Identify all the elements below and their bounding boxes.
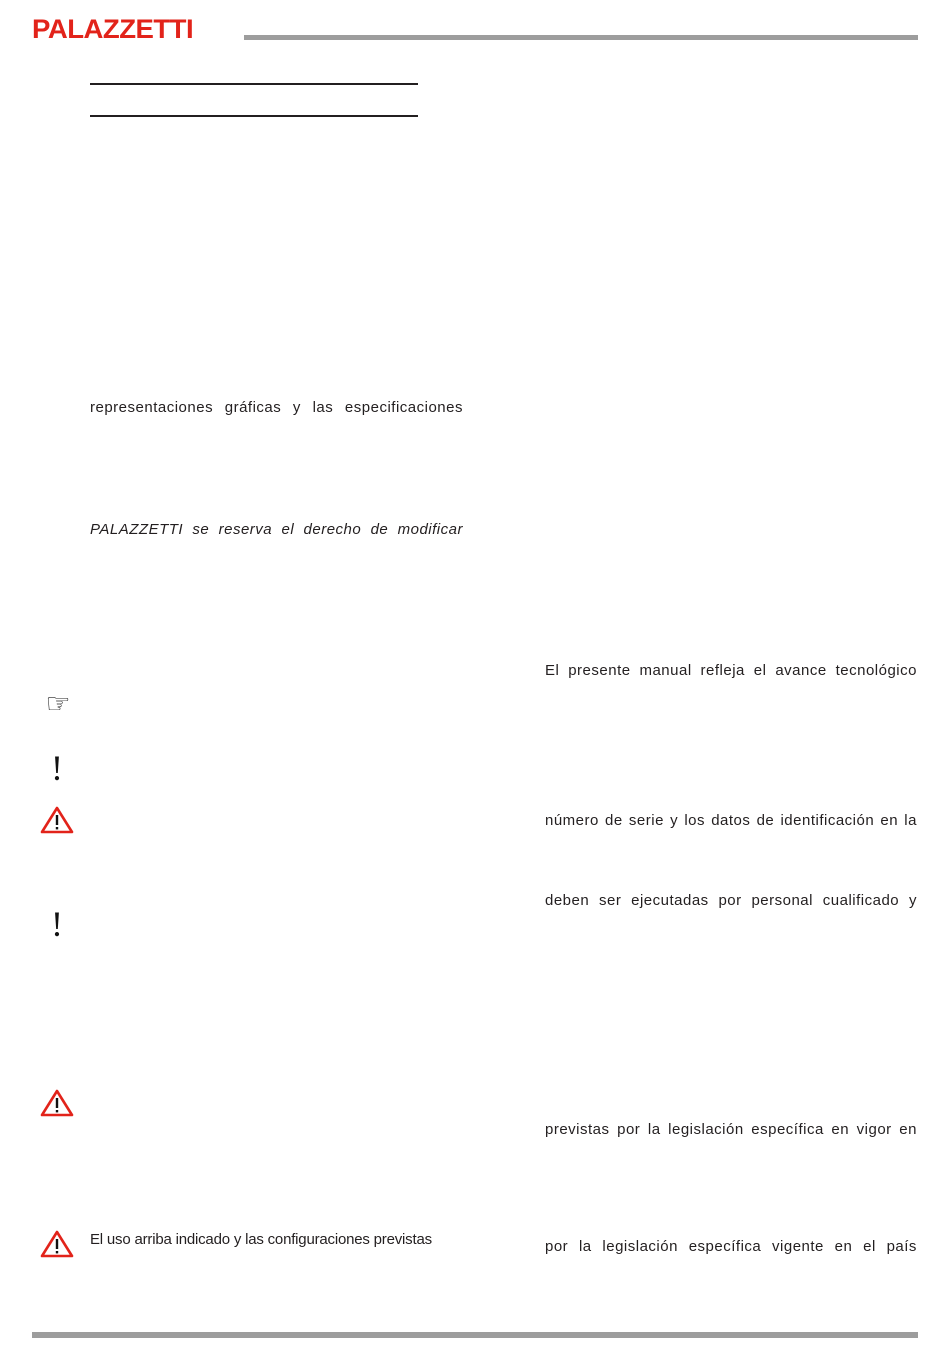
pointing-hand-icon: ☞ [45, 687, 71, 720]
word: la [578, 1238, 592, 1255]
right-line-legislation [545, 1120, 917, 1140]
word: personal [751, 892, 813, 909]
word: identificación [780, 812, 875, 829]
word: en [834, 1238, 853, 1255]
word: refleja [700, 662, 745, 679]
word: tecnológico [835, 662, 917, 679]
word: manual [639, 662, 692, 679]
left-line-graphics [90, 398, 463, 418]
word: número [545, 812, 599, 829]
word: de [756, 812, 775, 829]
word: la [904, 812, 917, 829]
word: por [545, 1238, 569, 1255]
word: presente [568, 662, 631, 679]
word: cualificado [822, 892, 900, 909]
left-line-usage: El uso arriba indicado y las configuraciones previstas [90, 1231, 432, 1248]
word: serie [628, 812, 664, 829]
word: legislación [602, 1238, 678, 1255]
word: deben [545, 892, 590, 909]
word: país [886, 1238, 917, 1255]
right-line-manual [545, 661, 917, 681]
word: legislación [668, 1121, 744, 1138]
word: de [370, 521, 389, 538]
word: y [292, 399, 301, 416]
word: el [753, 662, 767, 679]
word: PALAZZETTI [90, 521, 184, 538]
word: y [908, 892, 917, 909]
word: modificar [397, 521, 463, 538]
warning-icon [40, 1089, 74, 1117]
exclamation-icon: ! [51, 904, 63, 944]
word: derecho [303, 521, 362, 538]
word: vigente [772, 1238, 824, 1255]
word: representaciones [90, 399, 214, 416]
word: específica [751, 1121, 824, 1138]
word: y [670, 812, 679, 829]
word: vigor [856, 1121, 892, 1138]
title-rule-bottom [90, 115, 418, 117]
word: en [831, 1121, 850, 1138]
word: de [605, 812, 623, 829]
word: especificaciones [344, 399, 463, 416]
word: ejecutadas [631, 892, 709, 909]
exclamation-icon: ! [51, 748, 63, 788]
word: en [899, 1121, 917, 1138]
word: el [281, 521, 295, 538]
warning-icon [40, 806, 74, 834]
header-rule [244, 35, 918, 40]
left-line-reserve [90, 520, 463, 540]
word: el [863, 1238, 876, 1255]
word: específica [688, 1238, 762, 1255]
word: la [647, 1121, 661, 1138]
right-line-qualified [545, 891, 917, 911]
word: avance [775, 662, 827, 679]
word: en [880, 812, 899, 829]
footer-rule [32, 1332, 918, 1338]
right-line-country [545, 1237, 917, 1257]
word: por [617, 1121, 641, 1138]
word: previstas [545, 1121, 610, 1138]
title-rule-top [90, 83, 418, 85]
word: por [718, 892, 742, 909]
word: El [545, 662, 560, 679]
word: se [192, 521, 210, 538]
word: reserva [218, 521, 273, 538]
warning-icon [40, 1230, 74, 1258]
word: las [312, 399, 334, 416]
word: datos [711, 812, 751, 829]
brand-logo [32, 13, 193, 45]
right-line-serial [545, 811, 917, 831]
word: los [684, 812, 705, 829]
word: ser [599, 892, 622, 909]
word: gráficas [224, 399, 282, 416]
brand-name: PALAZZETTI [32, 14, 194, 44]
